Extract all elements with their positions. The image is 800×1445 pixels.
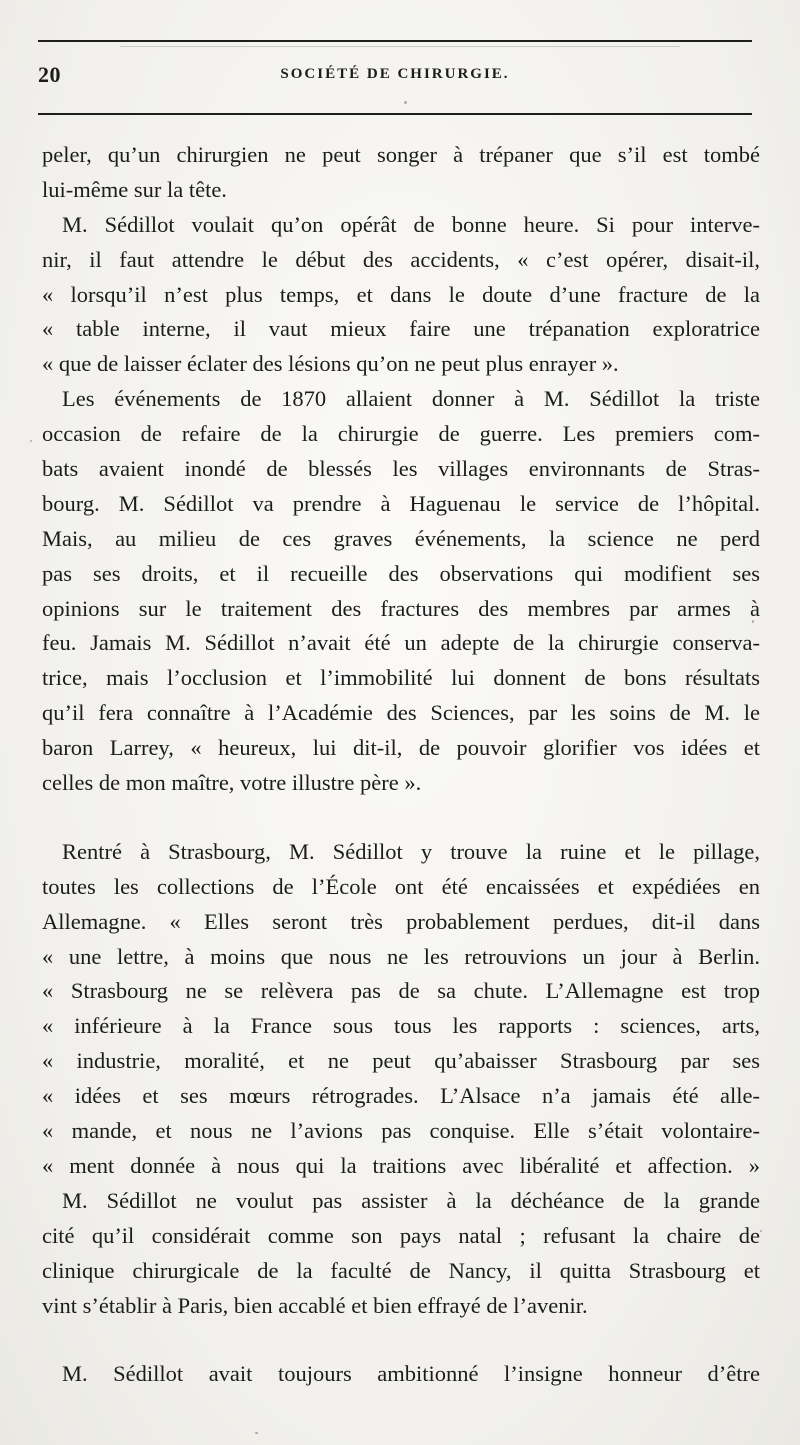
text-line: « ment donnée à nous qui la traitions avec libéralité et affection. » [42,1152,760,1178]
running-head: SOCIÉTÉ DE CHIRURGIE. [280,66,510,82]
paragraph [42,382,760,801]
text-line: « que de laisser éclater des lésions qu’on ne peut plus enrayer ». [42,351,619,377]
header-bottom-rule [38,113,752,115]
text-line: « Strasbourg ne se relèvera pas de sa chute. L’Allemagne est trop [42,978,760,1004]
text-line: clinique chirurgicale de la faculté de Nancy, il quitta Strasbourg et [42,1257,760,1283]
paragraph [42,208,760,382]
page-number: 20 [38,62,61,87]
paragraph [42,835,760,1184]
text-line: qu’il fera connaître à l’Académie des Sciences, par les soins de M. le [42,700,760,726]
text-line: cité qu’il considérait comme son pays natal ; refusant la chaire de [42,1222,760,1248]
paragraph-gap [42,801,760,835]
text-line: lui-même sur la tête. [42,176,227,202]
body-text [42,138,760,1392]
text-line: peler, qu’un chirurgien ne peut songer à trépaner que s’il est tombé [42,142,760,167]
text-line: occasion de refaire de la chirurgie de guerre. Les premiers com- [42,421,760,447]
text-line: toutes les collections de l’École ont été encaissées et expédiées en [42,873,760,899]
paragraph [42,138,760,208]
header-top-rule [38,40,752,42]
text-line: Mais, au milieu de ces graves événements, la science ne perd [42,525,760,551]
scan-speck [752,620,754,623]
text-line: baron Larrey, « heureux, lui dit-il, de pouvoir glorifier vos idées et [42,735,760,761]
paragraph [42,1357,760,1392]
paragraph-gap [42,1323,760,1357]
text-line: feu. Jamais M. Sédillot n’avait été un adepte de la chirurgie conserva- [42,630,760,656]
text-line: M. Sédillot avait toujours ambitionné l’insigne honneur d’être [62,1361,760,1387]
text-line: Rentré à Strasbourg, M. Sédillot y trouve la ruine et le pillage, [62,838,760,864]
text-line: « table interne, il vaut mieux faire une trépanation exploratrice [42,316,760,342]
header-faint-rule [120,46,680,47]
text-line: Les événements de 1870 allaient donner à M. Sédillot la triste [62,386,760,412]
page-header [38,58,752,92]
text-line: Allemagne. « Elles seront très probablement perdues, dit-il dans [42,908,760,934]
scan-speck [255,1432,258,1434]
scan-speck [30,440,32,442]
text-line: « idées et ses mœurs rétrogrades. L’Alsace n’a jamais été alle- [42,1083,760,1109]
scan-speck [760,1230,762,1232]
text-line: pas ses droits, et il recueille des observations qui modifient ses [42,560,760,586]
text-line: trice, mais l’occlusion et l’immobilité lui donnent de bons résultats [42,665,760,691]
text-line: « industrie, moralité, et ne peut qu’abaisser Strasbourg par ses [42,1048,760,1074]
text-line: bourg. M. Sédillot va prendre à Haguenau le service de l’hôpital. [42,490,760,516]
text-line: vint s’établir à Paris, bien accablé et bien effrayé de l’avenir. [42,1292,588,1318]
paragraph [42,1184,760,1324]
text-line: M. Sédillot voulait qu’on opérât de bonne heure. Si pour interve- [62,211,760,237]
text-line: « lorsqu’il n’est plus temps, et dans le doute d’une fracture de la [42,281,760,307]
text-line: « inférieure à la France sous tous les rapports : sciences, arts, [42,1013,760,1039]
text-line: « mande, et nous ne l’avions pas conquise. Elle s’était volontaire- [42,1118,760,1144]
text-line: opinions sur le traitement des fractures des membres par armes à [42,595,760,621]
text-line: « une lettre, à moins que nous ne les retrouvions un jour à Berlin. [42,943,760,969]
text-line: celles de mon maître, votre illustre père ». [42,770,422,796]
text-line: bats avaient inondé de blessés les villages environnants de Stras- [42,456,760,482]
text-line: M. Sédillot ne voulut pas assister à la déchéance de la grande [62,1187,760,1213]
scan-speck [404,101,407,104]
text-line: nir, il faut attendre le début des accidents, « c’est opérer, disait-il, [42,246,760,272]
